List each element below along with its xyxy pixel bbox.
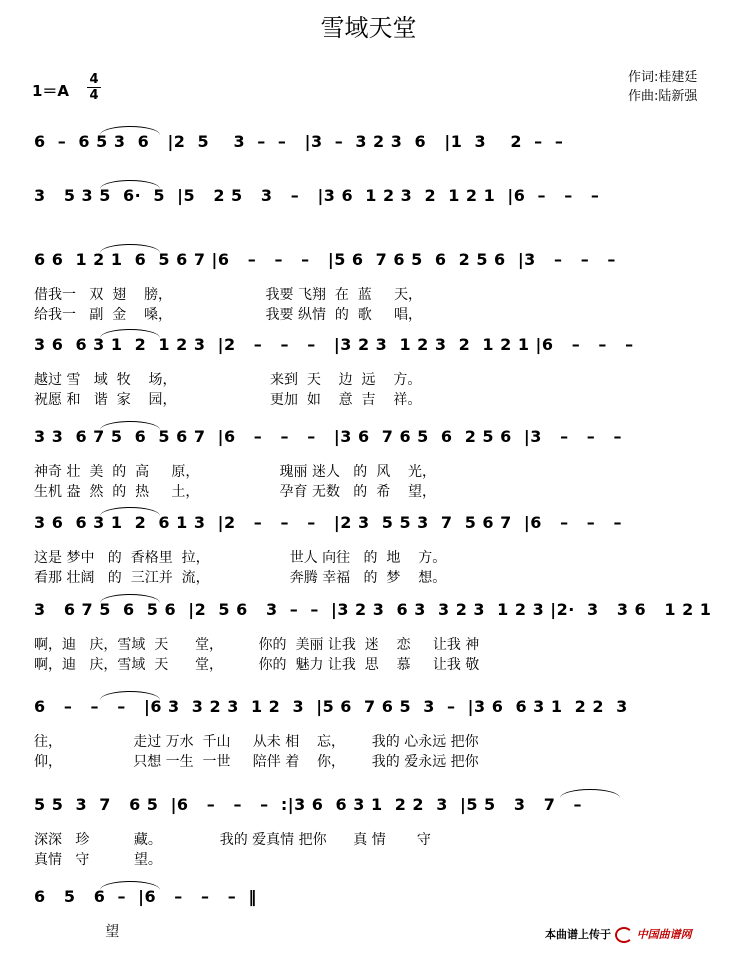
notation-line: 3 3 6 7 5 6 5 6 7 |6 – – – |3 6 7 6 5 6 2 5 6 |3 – – – — [34, 427, 622, 446]
score-system — [0, 335, 737, 407]
slur-arc — [100, 881, 160, 890]
notation-line: 3 6 6 3 1 2 1 2 3 |2 – – – |3 2 3 1 2 3 2 1 2 1 |6 – – – — [34, 335, 634, 354]
composer-credit: 作曲:陆新强 — [628, 89, 698, 104]
lyric-line: 深深 珍 藏。 我的 爱真情 把你 真 情 守 — [34, 832, 431, 848]
slur-arc — [100, 126, 160, 135]
lyric-line: 往， 走过 万水 千山 从未 相 忘， 我的 心永远 把你 — [34, 734, 479, 750]
footer — [545, 926, 692, 943]
notation-line: 6 5 6 – |6 – – – ‖ — [34, 887, 257, 906]
credits — [628, 68, 697, 106]
notation-line: 6 – 6 5 3 6 |2 5 3 – – |3 – 3 2 3 6 |1 3 2 – – — [34, 132, 564, 151]
slur-arc — [100, 507, 160, 516]
lyric-line: 越过 雪 域 牧 场， 来到 天 边 远 方。 — [34, 372, 422, 388]
time-signature-top: 4 — [89, 72, 99, 87]
key-signature: 1＝A — [32, 82, 70, 100]
time-signature-bottom: 4 — [87, 87, 101, 103]
lyric-line: 祝愿 和 谐 家 园， 更加 如 意 吉 祥。 — [34, 392, 422, 408]
score-system — [0, 887, 737, 959]
lyric-line: 看那 壮阔 的 三江并 流， 奔腾 幸福 的 梦 想。 — [34, 570, 447, 586]
lyric-line: 仰， 只想 一生 一世 陪伴 着 你， 我的 爱永远 把你 — [34, 754, 479, 770]
notation-line: 6 – – – |6 3 3 2 3 1 2 3 |5 6 7 6 5 3 – |3 6 6 3 1 2 2 3 — [34, 697, 628, 716]
score-system — [0, 250, 737, 322]
lyric-line: 啊，迪 庆，雪域 天 堂， 你的 美丽 让我 迷 恋 让我 神 — [34, 637, 480, 653]
lyric-line: 借我一 双 翅 膀， 我要 飞翔 在 蓝 天， — [34, 287, 423, 303]
slur-arc — [560, 789, 620, 798]
slur-arc — [100, 329, 160, 338]
lyric-line: 神奇 壮 美 的 高 原， 瑰丽 迷人 的 风 光， — [34, 464, 437, 480]
lyric-line: 啊，迪 庆，雪域 天 堂， 你的 魅力 让我 思 慕 让我 敬 — [34, 657, 480, 673]
score-system — [0, 600, 737, 672]
score-system — [0, 697, 737, 769]
slur-arc — [100, 421, 160, 430]
score-system — [0, 795, 737, 867]
notation-line: 6 6 1 2 1 6 5 6 7 |6 – – – |5 6 7 6 5 6 2 5 6 |3 – – – — [34, 250, 616, 269]
lyric-line: 给我一 副 金 嗓， 我要 纵情 的 歌 唱， — [34, 307, 423, 323]
footer-site: 中国曲谱网 — [636, 928, 692, 941]
footer-text: 本曲谱上传于 — [545, 928, 611, 941]
notation-line: 3 6 6 3 1 2 6 1 3 |2 – – – |2 3 5 5 3 7 5 6 7 |6 – – – — [34, 513, 622, 532]
song-title: 雪域天堂 — [320, 14, 417, 42]
score-system — [0, 427, 737, 499]
notation-line: 5 5 3 7 6 5 |6 – – – :|3 6 6 3 1 2 2 3 |5 5 3 7 – — [34, 795, 583, 814]
lyric-line: 这是 梦中 的 香格里 拉， 世人 向往 的 地 方。 — [34, 550, 447, 566]
lyricist-credit: 作词:桂建廷 — [628, 70, 698, 85]
time-signature — [87, 72, 101, 103]
lyric-line: 望 — [34, 924, 120, 940]
lyric-line: 生机 盎 然 的 热 土， 孕育 无数 的 希 望， — [34, 484, 437, 500]
notation-line: 3 6 7 5 6 5 6 |2 5 6 3 – – |3 2 3 6 3 3 2 3 1 2 3 |2· 3 3 6 1 2 1 — [34, 600, 712, 619]
slur-arc — [100, 594, 160, 603]
lyric-line: 真情 守 望。 — [34, 852, 162, 868]
slur-arc — [100, 691, 160, 700]
site-logo-icon — [615, 927, 633, 943]
notation-line: 3 5 3 5 6· 5 |5 2 5 3 – |3 6 1 2 3 2 1 2 1 |6 – – – — [34, 186, 600, 205]
score-system — [0, 513, 737, 585]
